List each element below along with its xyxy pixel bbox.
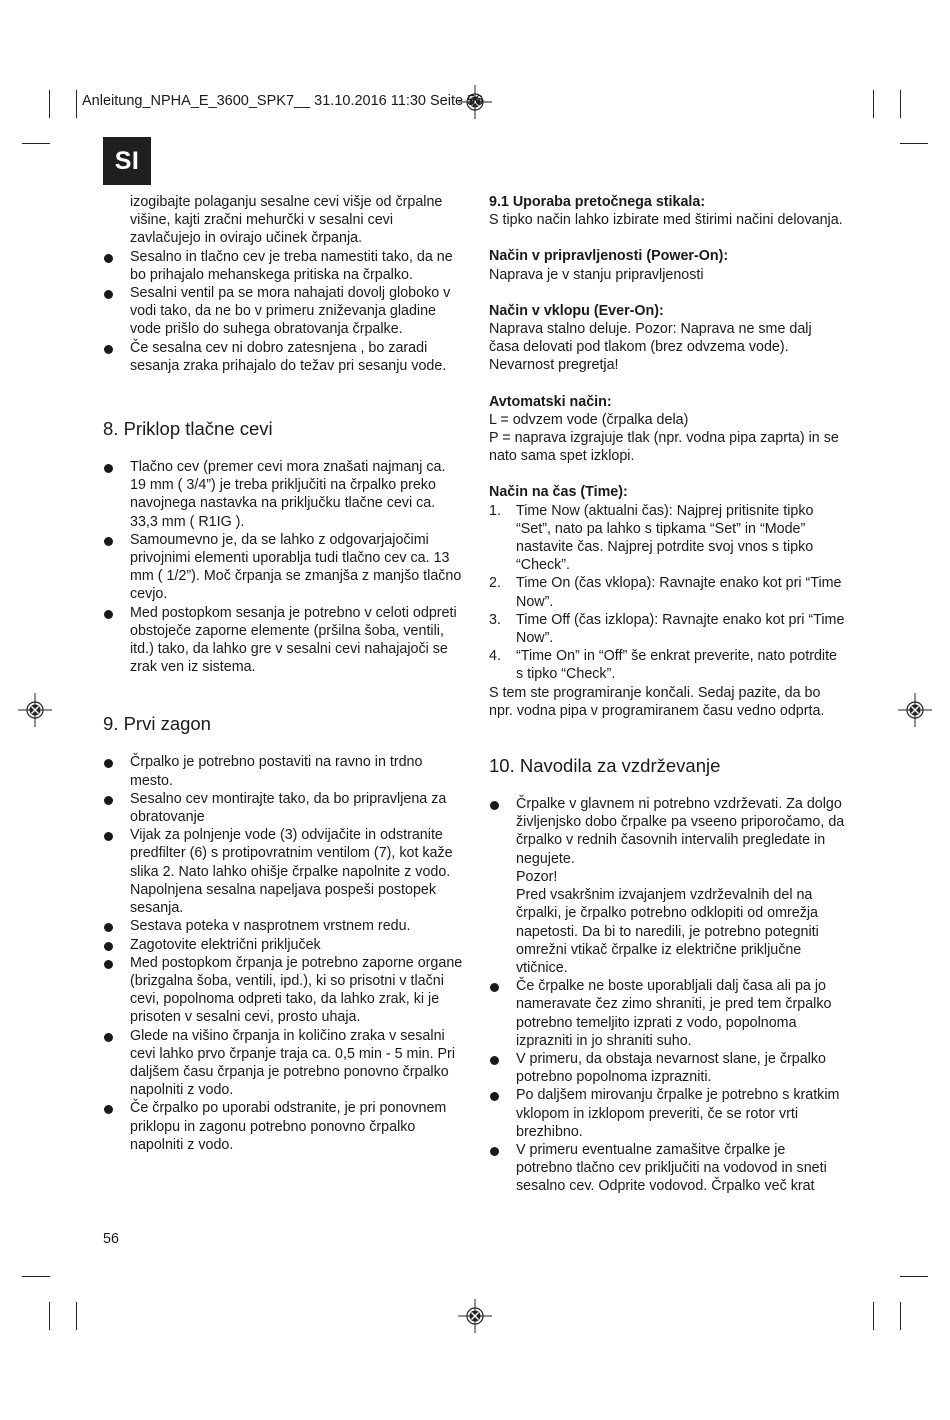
step-number: 3. [489,611,501,628]
list-item [489,795,845,977]
list-item [489,647,845,683]
crop-mark [22,143,50,144]
list-item: V primeru eventualne zamašitve črpalke je potrebno tlačno cev priključiti na vodovod in sneti sesalno cev. Odprite vodovod. Črpalko več krat [489,1141,845,1196]
list-item: Sesalno cev montirajte tako, da bo pripravljena za obratovanje [103,790,465,826]
timer-mode-heading: Način na čas (Time): [489,484,628,501]
step-number: 4. [489,648,501,665]
list-item [489,502,845,575]
print-slug-header: Anleitung_NPHA_E_3600_SPK7__ 31.10.2016 11:30 Seite 56 [82,93,484,109]
crop-mark [900,1276,928,1277]
crop-mark [49,90,50,118]
left-column [103,193,465,1154]
section-10-list [489,795,845,1195]
list-item: Med postopkom črpanja je potrebno zaporne organe (brizgalna šoba, ventili, ipd.), ki so prisotni v tlačni cevi, popolnoma odpreti tako, da lahko zrak, ki je prisoten v sesalni cevi, prosto uhaja. [103,954,465,1027]
auto-mode-line: P = naprava izgrajuje tlak (npr. vodna pipa zaprta) in se nato sama spet izklopi. [489,430,839,465]
always-on-mode-text: Naprava stalno deluje. Pozor: Naprava ne sme dalj časa delovati pod tlakom (brez odvzema vode). Nevarnost pregretja! [489,321,812,374]
section-8-heading: 8. Priklop tlačne cevi [103,418,273,440]
crop-mark [22,1276,50,1277]
crop-mark [49,1302,50,1330]
registration-mark-icon [18,693,52,727]
registration-mark-icon [898,693,932,727]
list-item: Vijak za polnjenje vode (3) odvijačite in odstranite predfilter (6) s protipovratnim ventilom (7), kot kaže slika 2. Nato lahko ohišje črpalke napolnite z vodo. Napolnjena sesalna napeljava pospeši postopek sesanja. [103,826,465,917]
step-text: “Time On” in “Off” še enkrat preverite, nato potrdite s tipko “Check”. [516,648,838,683]
list-item: Med postopkom sesanja je potrebno v celoti odpreti obstoječe zaporne elemente (pršilna šoba, ventili, itd.) tako, da lahko gre v sesalni cevi nahajajoči se zrak ven iz sistema. [103,604,465,677]
section-8-list [103,458,465,676]
step-number: 2. [489,575,501,592]
section-9-1-heading: 9.1 Uporaba pretočnega stikala: [489,194,706,210]
list-item: Sesalno in tlačno cev je treba namestiti tako, da ne bo prihajalo mehanskega pritiska na črpalko. [103,248,465,284]
crop-mark [900,1302,901,1330]
list-item [489,574,845,610]
crop-mark [873,90,874,118]
crop-mark [76,1302,77,1330]
list-item: Glede na višino črpanja in količino zraka v sesalni cevi lahko prvo črpanje traja ca. 0,5 min - 5 min. Pri daljšem času črpanja je potrebno ponovno črpalko napolniti z vodo. [103,1027,465,1100]
always-on-mode-heading: Način v vklopu (Ever-On): [489,302,664,319]
maintenance-text: Črpalke v glavnem ni potrebno vzdrževati. Za dolgo življenjsko dobo črpalke pa vseeno priporočamo, da črpalko v rednih časovnih intervalih pregledate in negujete. [516,796,845,867]
list-item: izogibajte polaganju sesalne cevi višje od črpalne višine, kajti zračni mehurčki v sesalni cevi zavlačujejo in ovirajo učinek črpanja. [130,194,443,247]
list-item: Tlačno cev (premer cevi mora znašati najmanj ca. 19 mm ( 3/4”) je treba priključiti na črpalko preko navojnega nastavka na priključku tlačne cevi ca. 33,3 mm ( R1IG ). [103,458,465,531]
list-item: Sesalni ventil pa se mora nahajati dovolj globoko v vodi tako, da ne bo v primeru zniževanja gladine vode prišlo do suhega obratovanja črpalke. [103,284,465,339]
language-badge: SI [103,137,151,185]
auto-mode-line: L = odvzem vode (črpalka dela) [489,411,689,428]
section-9-heading: 9. Prvi zagon [103,713,211,735]
crop-mark [873,1302,874,1330]
crop-mark [900,90,901,118]
step-text: Time On (čas vklopa): Ravnajte enako kot pri “Time Now”. [516,575,842,610]
step-text: Time Off (čas izklopa): Ravnajte enako kot pri “Time Now”. [516,611,845,647]
crop-mark [76,90,77,118]
section-10-heading: 10. Navodila za vzdrževanje [489,755,721,777]
timer-closing-text: S tem ste programiranje končali. Sedaj pazite, da bo npr. vodna pipa v programiranem času vedno odprta. [489,684,825,719]
auto-mode-heading: Avtomatski način: [489,393,612,410]
standby-mode-text: Naprava je v stanju pripravljenosti [489,266,704,283]
list-item: Samoumevno je, da se lahko z odgovarjajočimi privojnimi elementi uporablja tudi tlačno cev ca. 13 mm ( 1/2”). Moč črpanja se zmanjša z manjšo tlačno cevjo. [103,531,465,604]
list-item: V primeru, da obstaja nevarnost slane, je črpalko potrebno popolnoma izprazniti. [489,1050,845,1086]
list-item: Če sesalna cev ni dobro zatesnjena , bo zaradi sesanja zraka prihajalo do težav pri sesanju vode. [103,339,465,375]
warning-text: Pred vsakršnim izvajanjem vzdrževalnih del na črpalki, je črpalko potrebno odklopiti od omrežja napetosti. Da bi to naredili, je potrebno potegniti omrežni vtikač črpalke iz električne priključne vtičnice. [516,887,819,976]
list-item: Črpalko je potrebno postaviti na ravno in trdno mesto. [103,753,465,789]
right-column [489,193,845,1196]
section-9-list [103,753,465,1153]
section-9-1-text: S tipko način lahko izbirate med štirimi načini delovanja. [489,212,843,229]
list-item: Če črpalke ne boste uporabljali dalj časa ali pa jo nameravate čez zimo shraniti, je pred tem črpalko potrebno temeljito izprati z vodo, popolnoma izprazniti in jo shraniti suho. [489,977,845,1050]
timer-steps-list [489,502,845,684]
page-number: 56 [103,1231,119,1247]
registration-mark-icon [458,1299,492,1333]
list-item: Zagotovite električni priključek [103,936,465,954]
standby-mode-heading: Način v pripravljenosti (Power-On): [489,248,729,265]
step-text: Time Now (aktualni čas): Najprej pritisnite tipko “Set”, nato pa lahko s tipkama “Set” in “Mode” nastavite čas. Najprej potrdite svoj vnos s tipko “Check”. [516,502,814,574]
list-item: Če črpalko po uporabi odstranite, je pri ponovnem priklopu in zagonu potrebno ponovno črpalko napolniti z vodo. [103,1099,465,1154]
list-item [489,611,845,647]
intro-list [103,193,465,375]
list-item: Sestava poteka v nasprotnem vrstnem redu. [103,917,465,935]
step-number: 1. [489,502,501,519]
warning-label: Pozor! [516,868,558,885]
list-item: Po daljšem mirovanju črpalke je potrebno s kratkim vklopom in izklopom preveriti, če se rotor vrti brezhibno. [489,1086,845,1141]
crop-mark [900,143,928,144]
